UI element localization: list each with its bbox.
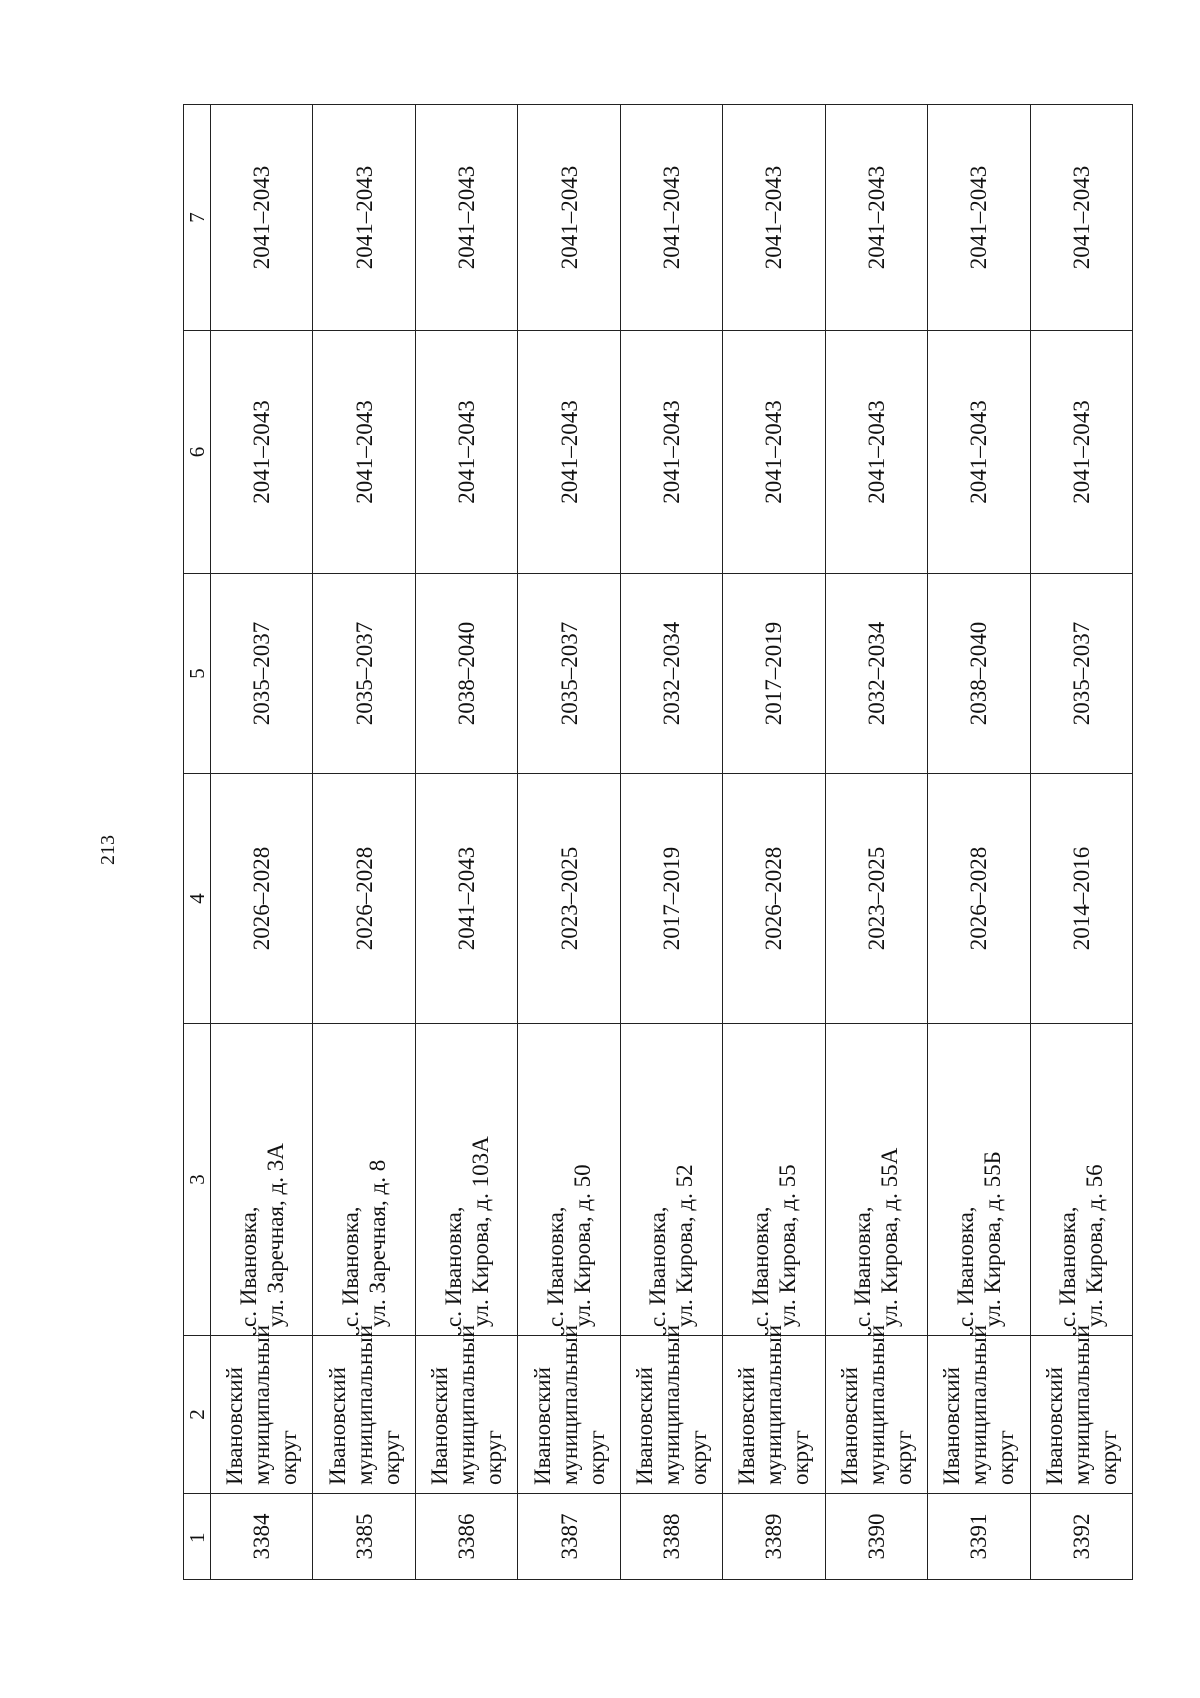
district-cell [825,1324,927,1494]
schedule-table [183,104,1133,1580]
district-line: Ивановский [324,1367,350,1485]
district-line: Ивановский [939,1367,965,1485]
district-cell [723,1324,825,1494]
row-number-cell: 3392 [1030,1494,1133,1580]
district-line: муниципальный [966,1324,992,1485]
district-cell [518,1324,620,1494]
period-cell-c5: 2032–2034 [825,574,927,774]
period-cell-c5: 2032–2034 [620,574,722,774]
period-cell-c4: 2017–2019 [620,774,722,1024]
address-cell [723,1024,825,1336]
address-line: с. Ивановка, [952,1206,978,1327]
column-header: 2 [184,1336,211,1494]
district-line: муниципальный [863,1324,889,1485]
district-cell [1030,1324,1133,1494]
row-number-cell: 3388 [620,1494,722,1580]
district-line: округ [481,1430,507,1485]
district-line: муниципальный [249,1324,275,1485]
address-line: ул. Кирова, д. 55 [774,1164,800,1327]
period-cell-c4: 2026–2028 [313,774,415,1024]
period-cell-c7: 2041–2043 [1030,105,1133,331]
address-line: ул. Кирова, д. 50 [570,1164,596,1327]
address-line: ул. Заречная, д. 8 [365,1159,391,1327]
district-cell [928,1324,1030,1494]
period-cell-c6: 2041–2043 [415,331,517,574]
table-row [211,105,313,1580]
row-number-cell: 3389 [723,1494,825,1580]
address-cell [415,1024,517,1336]
address-line: с. Ивановка, [440,1206,466,1327]
address-line: ул. Кирова, д. 56 [1082,1164,1108,1327]
row-number-cell: 3386 [415,1494,517,1580]
district-line: Ивановский [631,1367,657,1485]
address-line: с. Ивановка, [1055,1206,1081,1327]
period-cell-c5: 2035–2037 [313,574,415,774]
period-cell-c6: 2041–2043 [518,331,620,574]
district-line: муниципальный [556,1324,582,1485]
column-header: 6 [184,331,211,574]
address-line: с. Ивановка, [645,1206,671,1327]
address-cell [211,1024,313,1336]
column-header: 7 [184,105,211,331]
district-line: округ [583,1430,609,1485]
district-line: муниципальный [1068,1324,1094,1485]
address-cell [825,1024,927,1336]
period-cell-c4: 2023–2025 [825,774,927,1024]
period-cell-c4: 2014–2016 [1030,774,1133,1024]
table-header-row [184,105,211,1580]
address-cell [1030,1024,1133,1336]
row-number-cell: 3384 [211,1494,313,1580]
column-header: 5 [184,574,211,774]
address-cell [928,1024,1030,1336]
address-line: с. Ивановка, [543,1206,569,1327]
period-cell-c5: 2038–2040 [928,574,1030,774]
table-row [1030,105,1133,1580]
rotated-table-container [183,105,1133,1580]
table-row [518,105,620,1580]
column-header: 1 [184,1494,211,1580]
period-cell-c6: 2041–2043 [825,331,927,574]
address-cell [313,1024,415,1336]
district-line: Ивановский [734,1367,760,1485]
table-row [415,105,517,1580]
period-cell-c4: 2041–2043 [415,774,517,1024]
period-cell-c6: 2041–2043 [723,331,825,574]
period-cell-c4: 2026–2028 [211,774,313,1024]
period-cell-c6: 2041–2043 [211,331,313,574]
period-cell-c4: 2023–2025 [518,774,620,1024]
district-cell [415,1324,517,1494]
address-line: ул. Кирова, д. 52 [672,1164,698,1327]
district-line: округ [378,1430,404,1485]
address-line: ул. Кирова, д. 103А [467,1136,493,1327]
district-line: муниципальный [658,1324,684,1485]
period-cell-c5: 2017–2019 [723,574,825,774]
address-line: ул. Кирова, д. 55А [877,1147,903,1327]
address-line: ул. Заречная, д. 3А [262,1143,288,1327]
page-number: 213 [97,835,119,865]
district-line: Ивановский [836,1367,862,1485]
district-line: округ [1095,1430,1121,1485]
period-cell-c5: 2035–2037 [518,574,620,774]
period-cell-c6: 2041–2043 [1030,331,1133,574]
period-cell-c5: 2038–2040 [415,574,517,774]
row-number-cell: 3387 [518,1494,620,1580]
district-cell [313,1324,415,1494]
address-line: с. Ивановка, [338,1206,364,1327]
district-cell [620,1324,722,1494]
period-cell-c7: 2041–2043 [313,105,415,331]
district-line: Ивановский [222,1367,248,1485]
district-line: округ [276,1430,302,1485]
period-cell-c4: 2026–2028 [928,774,1030,1024]
column-header: 4 [184,774,211,1024]
district-line: Ивановский [1041,1367,1067,1485]
district-line: Ивановский [427,1367,453,1485]
period-cell-c7: 2041–2043 [415,105,517,331]
district-line: муниципальный [761,1324,787,1485]
district-line: округ [993,1430,1019,1485]
period-cell-c7: 2041–2043 [928,105,1030,331]
address-cell [518,1024,620,1336]
address-cell [620,1024,722,1336]
column-header: 3 [184,1024,211,1336]
district-line: Ивановский [529,1367,555,1485]
district-cell [211,1324,313,1494]
row-number-cell: 3391 [928,1494,1030,1580]
period-cell-c6: 2041–2043 [928,331,1030,574]
table-row [620,105,722,1580]
period-cell-c5: 2035–2037 [1030,574,1133,774]
district-line: округ [685,1430,711,1485]
district-line: муниципальный [454,1324,480,1485]
address-line: с. Ивановка, [747,1206,773,1327]
table-row [928,105,1030,1580]
district-line: округ [788,1430,814,1485]
period-cell-c6: 2041–2043 [620,331,722,574]
period-cell-c7: 2041–2043 [723,105,825,331]
district-line: округ [890,1430,916,1485]
district-line: муниципальный [351,1324,377,1485]
period-cell-c4: 2026–2028 [723,774,825,1024]
address-line: ул. Кирова, д. 55Б [979,1151,1005,1327]
row-number-cell: 3385 [313,1494,415,1580]
period-cell-c7: 2041–2043 [211,105,313,331]
period-cell-c6: 2041–2043 [313,331,415,574]
table-row [723,105,825,1580]
table-row [825,105,927,1580]
period-cell-c7: 2041–2043 [825,105,927,331]
row-number-cell: 3390 [825,1494,927,1580]
address-line: с. Ивановка, [235,1206,261,1327]
period-cell-c5: 2035–2037 [211,574,313,774]
table-row [313,105,415,1580]
period-cell-c7: 2041–2043 [518,105,620,331]
period-cell-c7: 2041–2043 [620,105,722,331]
address-line: с. Ивановка, [850,1206,876,1327]
